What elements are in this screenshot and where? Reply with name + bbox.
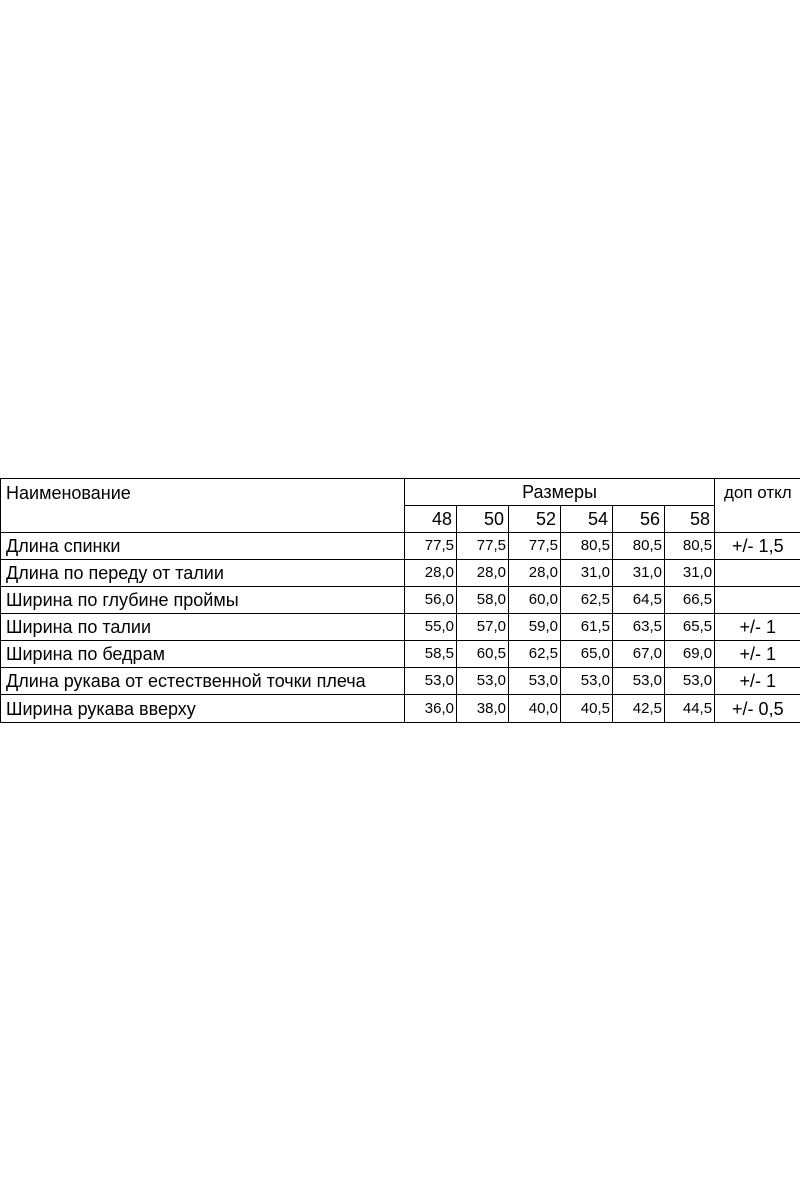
- measurement-name: Длина рукава от естественной точки плеча: [1, 668, 405, 695]
- tolerance-value: [715, 560, 800, 587]
- measurement-name: Длина по переду от талии: [1, 560, 405, 587]
- measurement-value: 66,5: [665, 587, 715, 614]
- measurement-value: 80,5: [613, 533, 665, 560]
- name-column-header: Наименование: [1, 479, 405, 506]
- measurement-value: 53,0: [561, 668, 613, 695]
- measurement-value: 53,0: [613, 668, 665, 695]
- measurement-row: [1, 668, 800, 695]
- measurement-value: 31,0: [561, 560, 613, 587]
- size-header: 52: [509, 506, 561, 533]
- measurement-value: 77,5: [405, 533, 457, 560]
- measurement-name: Ширина по талии: [1, 614, 405, 641]
- measurement-value: 59,0: [509, 614, 561, 641]
- measurement-value: 60,0: [509, 587, 561, 614]
- measurement-value: 53,0: [665, 668, 715, 695]
- measurement-value: 62,5: [561, 587, 613, 614]
- size-header: 56: [613, 506, 665, 533]
- measurement-value: 63,5: [613, 614, 665, 641]
- measurement-value: 40,5: [561, 695, 613, 723]
- measurement-name: Длина спинки: [1, 533, 405, 560]
- measurement-row: [1, 587, 800, 614]
- size-header: 54: [561, 506, 613, 533]
- measurement-value: 67,0: [613, 641, 665, 668]
- tolerance-value: +/- 1: [715, 668, 800, 695]
- measurement-row: [1, 695, 800, 723]
- tolerance-value: +/- 0,5: [715, 695, 800, 723]
- measurement-value: 53,0: [509, 668, 561, 695]
- measurement-row: [1, 533, 800, 560]
- measurement-value: 57,0: [457, 614, 509, 641]
- measurement-name: Ширина рукава вверху: [1, 695, 405, 723]
- measurement-value: 31,0: [613, 560, 665, 587]
- measurement-value: 56,0: [405, 587, 457, 614]
- size-header: 48: [405, 506, 457, 533]
- measurement-value: 55,0: [405, 614, 457, 641]
- size-header: 50: [457, 506, 509, 533]
- measurement-value: 28,0: [509, 560, 561, 587]
- measurement-value: 65,0: [561, 641, 613, 668]
- measurement-value: 60,5: [457, 641, 509, 668]
- header-row: [1, 479, 800, 506]
- measurement-value: 44,5: [665, 695, 715, 723]
- sizes-column-header: Размеры: [405, 479, 715, 506]
- measurement-value: 77,5: [509, 533, 561, 560]
- measurement-value: 53,0: [457, 668, 509, 695]
- measurement-value: 65,5: [665, 614, 715, 641]
- measurement-value: 61,5: [561, 614, 613, 641]
- measurement-value: 69,0: [665, 641, 715, 668]
- sizes-row-blank: [1, 506, 405, 533]
- measurement-name: Ширина по глубине проймы: [1, 587, 405, 614]
- measurement-row: [1, 560, 800, 587]
- tolerance-header-blank: [715, 506, 800, 533]
- measurement-value: 40,0: [509, 695, 561, 723]
- measurement-name: Ширина по бедрам: [1, 641, 405, 668]
- sizes-row: [1, 506, 800, 533]
- measurement-value: 38,0: [457, 695, 509, 723]
- measurement-value: 64,5: [613, 587, 665, 614]
- tolerance-value: +/- 1: [715, 641, 800, 668]
- measurement-value: 28,0: [405, 560, 457, 587]
- tolerance-value: +/- 1: [715, 614, 800, 641]
- measurement-value: 31,0: [665, 560, 715, 587]
- measurement-value: 77,5: [457, 533, 509, 560]
- measurement-value: 58,5: [405, 641, 457, 668]
- size-header: 58: [665, 506, 715, 533]
- measurement-value: 42,5: [613, 695, 665, 723]
- tolerance-value: +/- 1,5: [715, 533, 800, 560]
- measurement-row: [1, 641, 800, 668]
- measurement-value: 62,5: [509, 641, 561, 668]
- tolerance-column-header: доп откл: [715, 479, 800, 506]
- measurement-value: 53,0: [405, 668, 457, 695]
- measurement-row: [1, 614, 800, 641]
- tolerance-value: [715, 587, 800, 614]
- measurement-value: 80,5: [561, 533, 613, 560]
- measurement-value: 36,0: [405, 695, 457, 723]
- measurement-value: 80,5: [665, 533, 715, 560]
- measurement-value: 28,0: [457, 560, 509, 587]
- measurement-value: 58,0: [457, 587, 509, 614]
- size-chart-table: [0, 478, 800, 723]
